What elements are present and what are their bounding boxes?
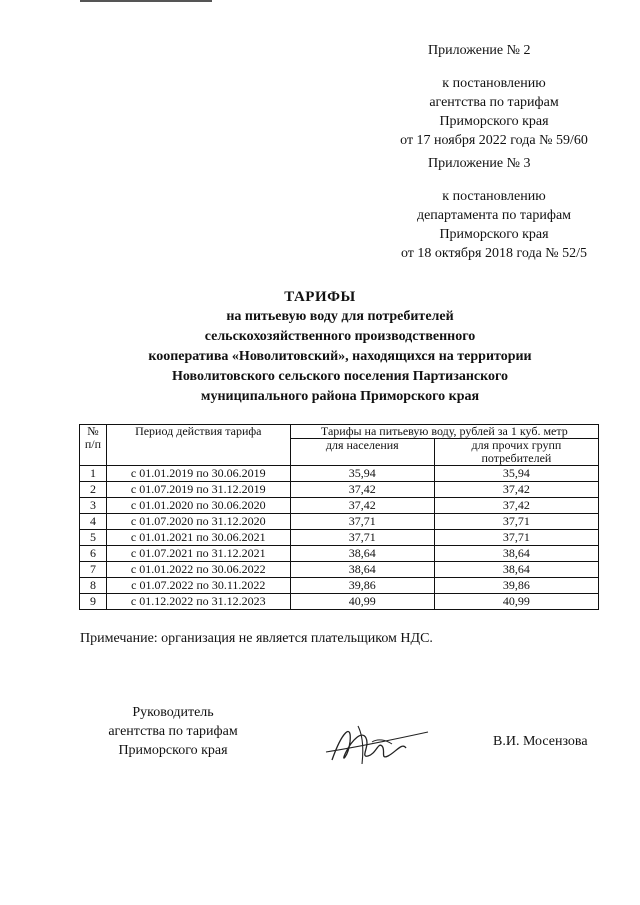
document-title-block <box>60 287 620 407</box>
annex-3-block <box>378 154 610 263</box>
annex-3-heading: Приложение № 3 <box>428 156 531 171</box>
tariffs-table <box>79 424 599 610</box>
row-population-tariff: 35,94 <box>290 466 434 482</box>
row-period: с 01.12.2022 по 31.12.2023 <box>106 594 290 610</box>
table-row <box>80 562 599 578</box>
row-population-tariff: 38,64 <box>290 562 434 578</box>
annex-2-line: к постановлению <box>442 76 546 91</box>
row-other-tariff: 38,64 <box>434 546 598 562</box>
table-row <box>80 578 599 594</box>
annex-3-line: Приморского края <box>439 227 549 242</box>
row-population-tariff: 37,71 <box>290 514 434 530</box>
signer-title-line: агентства по тарифам <box>108 724 238 739</box>
header-tariffs: Тарифы на питьевую воду, рублей за 1 куб. метр <box>290 425 598 439</box>
row-population-tariff: 37,42 <box>290 482 434 498</box>
row-num: 5 <box>80 530 107 546</box>
row-num: 7 <box>80 562 107 578</box>
row-other-tariff: 37,71 <box>434 530 598 546</box>
row-num: 2 <box>80 482 107 498</box>
row-other-tariff: 38,64 <box>434 562 598 578</box>
row-num: 9 <box>80 594 107 610</box>
row-period: с 01.01.2022 по 30.06.2022 <box>106 562 290 578</box>
handwritten-signature <box>322 712 432 774</box>
row-period: с 01.07.2022 по 30.11.2022 <box>106 578 290 594</box>
row-period: с 01.07.2021 по 31.12.2021 <box>106 546 290 562</box>
row-other-tariff: 35,94 <box>434 466 598 482</box>
table-row <box>80 482 599 498</box>
row-other-tariff: 37,42 <box>434 482 598 498</box>
signer-title-line: Приморского края <box>118 743 228 758</box>
signer-title-line: Руководитель <box>132 705 214 720</box>
annex-2-heading: Приложение № 2 <box>428 43 531 58</box>
row-population-tariff: 40,99 <box>290 594 434 610</box>
tariffs-table-body <box>80 466 599 610</box>
title-line: Новолитовского сельского поселения Партизанского <box>171 369 509 384</box>
table-row <box>80 594 599 610</box>
row-period: с 01.07.2019 по 31.12.2019 <box>106 482 290 498</box>
row-num: 6 <box>80 546 107 562</box>
row-other-tariff: 39,86 <box>434 578 598 594</box>
table-row <box>80 546 599 562</box>
annex-2-line: агентства по тарифам <box>429 95 559 110</box>
header-num: № п/п <box>80 425 107 466</box>
title-line: кооператива «Новолитовский», находящихся на территории <box>148 349 532 364</box>
row-period: с 01.07.2020 по 31.12.2020 <box>106 514 290 530</box>
annex-2-block <box>378 41 610 150</box>
header-other: для прочих групп потребителей <box>434 439 598 466</box>
top-edge-line <box>80 0 212 2</box>
row-period: с 01.01.2021 по 30.06.2021 <box>106 530 290 546</box>
title-line: на питьевую воду для потребителей <box>226 309 454 324</box>
row-population-tariff: 38,64 <box>290 546 434 562</box>
header-population: для населения <box>290 439 434 466</box>
row-other-tariff: 37,71 <box>434 514 598 530</box>
title-line: муниципального района Приморского края <box>200 389 480 404</box>
row-num: 3 <box>80 498 107 514</box>
row-period: с 01.01.2020 по 30.06.2020 <box>106 498 290 514</box>
row-other-tariff: 37,42 <box>434 498 598 514</box>
document-title: ТАРИФЫ <box>284 289 356 305</box>
annex-2-line: от 17 ноября 2022 года № 59/60 <box>400 133 588 148</box>
row-other-tariff: 40,99 <box>434 594 598 610</box>
vat-note: Примечание: организация не является плательщиком НДС. <box>80 631 433 646</box>
header-period: Период действия тарифа <box>106 425 290 466</box>
table-row <box>80 530 599 546</box>
signer-title-block <box>88 703 258 760</box>
row-num: 1 <box>80 466 107 482</box>
table-row <box>80 466 599 482</box>
table-row <box>80 498 599 514</box>
row-population-tariff: 37,42 <box>290 498 434 514</box>
signer-name: В.И. Мосензова <box>493 734 588 749</box>
title-line: сельскохозяйственного производственного <box>204 329 476 344</box>
row-num: 8 <box>80 578 107 594</box>
table-row <box>80 514 599 530</box>
annex-3-line: к постановлению <box>442 189 546 204</box>
row-population-tariff: 37,71 <box>290 530 434 546</box>
annex-3-line: от 18 октября 2018 года № 52/5 <box>400 246 588 261</box>
annex-2-line: Приморского края <box>439 114 549 129</box>
row-period: с 01.01.2019 по 30.06.2019 <box>106 466 290 482</box>
row-population-tariff: 39,86 <box>290 578 434 594</box>
row-num: 4 <box>80 514 107 530</box>
annex-3-line: департамента по тарифам <box>416 208 572 223</box>
